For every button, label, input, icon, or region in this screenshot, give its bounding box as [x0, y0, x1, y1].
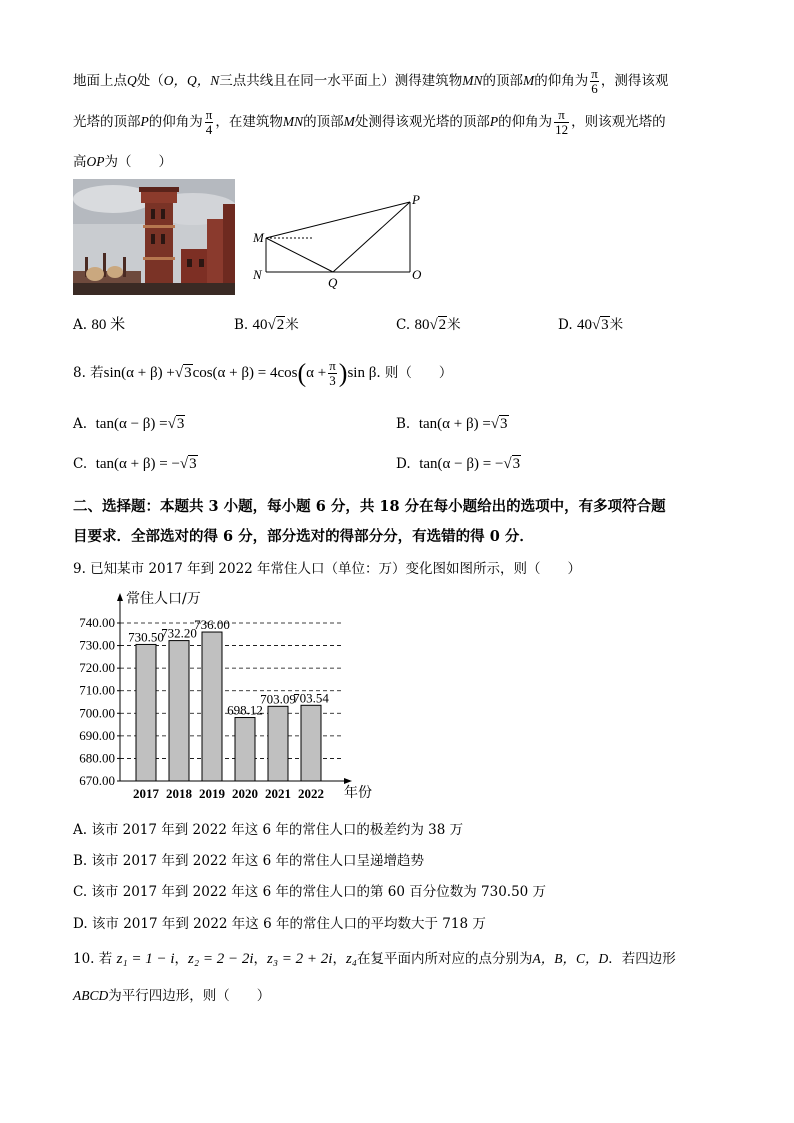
sqrt-sign: √ [503, 456, 512, 472]
q8-option-b[interactable]: B. tan(α + β) =√3 [396, 416, 508, 432]
y-tick-label: 690.00 [79, 727, 115, 743]
q7-option-d[interactable]: D. 40√3米 [558, 317, 624, 333]
y-tick-label: 670.00 [79, 773, 115, 788]
bar-value-label: 703.54 [293, 690, 329, 706]
x-tick-label: 2021 [265, 786, 291, 801]
bar-2020 [235, 718, 255, 781]
q10-line2: ABCD为平行四边形，则（ ） [73, 988, 271, 1004]
q7-line1: 地面上点Q处（O，Q，N三点共线且在同一水平面上）测得建筑物MN的顶部M的仰角为 $\frac{\pi}{6}$ ，测得该观 [73, 66, 669, 96]
q7-line2: 光塔的顶部P的仰角为 $\frac{\pi}{4}$ ，在建筑物MN的顶部M处测得该观光塔的顶部P的仰角为 $\frac{\pi}{12}$ ，则该观光塔的 [73, 107, 666, 137]
bar-2017 [136, 644, 156, 781]
y-tick-label: 730.00 [79, 637, 115, 653]
label-q: Q [328, 275, 338, 290]
bar-value-label: 732.20 [161, 625, 197, 641]
q7-line3: 高OP为（ ） [73, 154, 172, 170]
q8-option-c[interactable]: C. tan(α + β) = −√3 [73, 456, 197, 472]
y-tick-label: 710.00 [79, 682, 115, 698]
bar-2018 [169, 641, 189, 781]
sqrt-sign: √ [179, 456, 189, 472]
q8-stem: 8. 若sin(α + β) +√3cos(α + β) = 4cos(α + $\frac{\pi}{3}$ )sin β. 则（ ） [73, 358, 453, 388]
sqrt-sign: √ [490, 416, 500, 432]
q10-line1: 10. 若 z₁ = 1 − i，z₂ = 2 − 2i，z₃ = 2 + 2i，z₄在复平面内所对应的点分别为A，B，C，D．若四边形 [73, 951, 676, 967]
fraction-pi-3: $\frac{\pi}{3}$ [329, 358, 336, 388]
y-axis-title: 常住人口/万 [126, 591, 201, 607]
x-tick-label: 2020 [232, 786, 258, 801]
q7-option-b[interactable]: B. 40√2米 [234, 317, 299, 333]
label-n: N [253, 267, 262, 282]
tower-photo-image [73, 179, 235, 295]
x-axis-title: 年份 [344, 785, 372, 801]
section2-heading-line1: 二、选择题：本题共 3 小题，每小题 6 分，共 18 分在每小题给出的选项中，有多项符合题 [73, 498, 666, 515]
sqrt-sign: √ [167, 416, 176, 432]
sqrt-sign: √ [267, 317, 276, 333]
q9-stem: 9. 已知某市 2017 年到 2022 年常住人口（单位：万）变化图如图所示，则（ ） [73, 561, 582, 577]
y-tick-label: 740.00 [79, 615, 115, 630]
q8-option-d[interactable]: D. tan(α − β) = −√3 [396, 456, 521, 472]
q9-option-a[interactable]: A. 该市 2017 年到 2022 年这 6 年的常住人口的极差约为 38 万 [73, 822, 464, 838]
fraction-pi-12: $\frac{\pi}{12}$ [555, 107, 569, 137]
label-m: M [253, 230, 264, 245]
geometry-figure [250, 190, 430, 290]
fraction-pi-6: $\frac{\pi}{6}$ [591, 66, 598, 96]
q9-option-b[interactable]: B. 该市 2017 年到 2022 年这 6 年的常住人口呈递增趋势 [73, 853, 425, 869]
q8-option-a[interactable]: A. tan(α − β) =√3 [73, 416, 185, 432]
bar-2021 [268, 706, 288, 781]
label-o: O [412, 267, 422, 282]
sqrt-sign: √ [174, 365, 184, 381]
bar-value-label: 698.12 [227, 702, 263, 718]
y-axis-arrow [117, 593, 123, 601]
bar-value-label: 736.00 [194, 617, 230, 633]
population-chart [70, 585, 390, 805]
bar-2022 [301, 705, 321, 781]
y-tick-label: 700.00 [79, 705, 115, 721]
fraction-pi-4: $\frac{\pi}{4}$ [205, 107, 213, 137]
bar-chart [70, 585, 390, 805]
bar-value-label: 730.50 [128, 629, 164, 645]
label-p: P [412, 192, 420, 207]
bar-value-label: 703.09 [260, 691, 296, 707]
q7-option-a[interactable]: A. 80 米 [73, 317, 126, 333]
tower-photo [73, 179, 235, 295]
section2-heading-line2: 目要求．全部选对的得 6 分，部分选对的得部分分，有选错的得 0 分． [73, 528, 534, 545]
q9-option-c[interactable]: C. 该市 2017 年到 2022 年这 6 年的常住人口的第 60 百分位数为 730.50 万 [73, 884, 547, 900]
x-axis-arrow [344, 778, 352, 784]
x-tick-label: 2018 [166, 786, 192, 801]
x-tick-label: 2022 [298, 786, 324, 801]
y-tick-label: 720.00 [79, 660, 115, 676]
y-tick-label: 680.00 [79, 750, 115, 766]
q7-option-c[interactable]: C. 80√2米 [396, 317, 461, 333]
geometry-diagram [250, 190, 430, 290]
bar-2019 [202, 632, 222, 781]
q9-option-d[interactable]: D. 该市 2017 年到 2022 年这 6 年的常住人口的平均数大于 718 万 [73, 916, 486, 932]
x-tick-label: 2017 [133, 786, 159, 801]
x-tick-label: 2019 [199, 786, 225, 801]
sqrt-sign: √ [591, 317, 601, 333]
sqrt-sign: √ [429, 317, 438, 333]
